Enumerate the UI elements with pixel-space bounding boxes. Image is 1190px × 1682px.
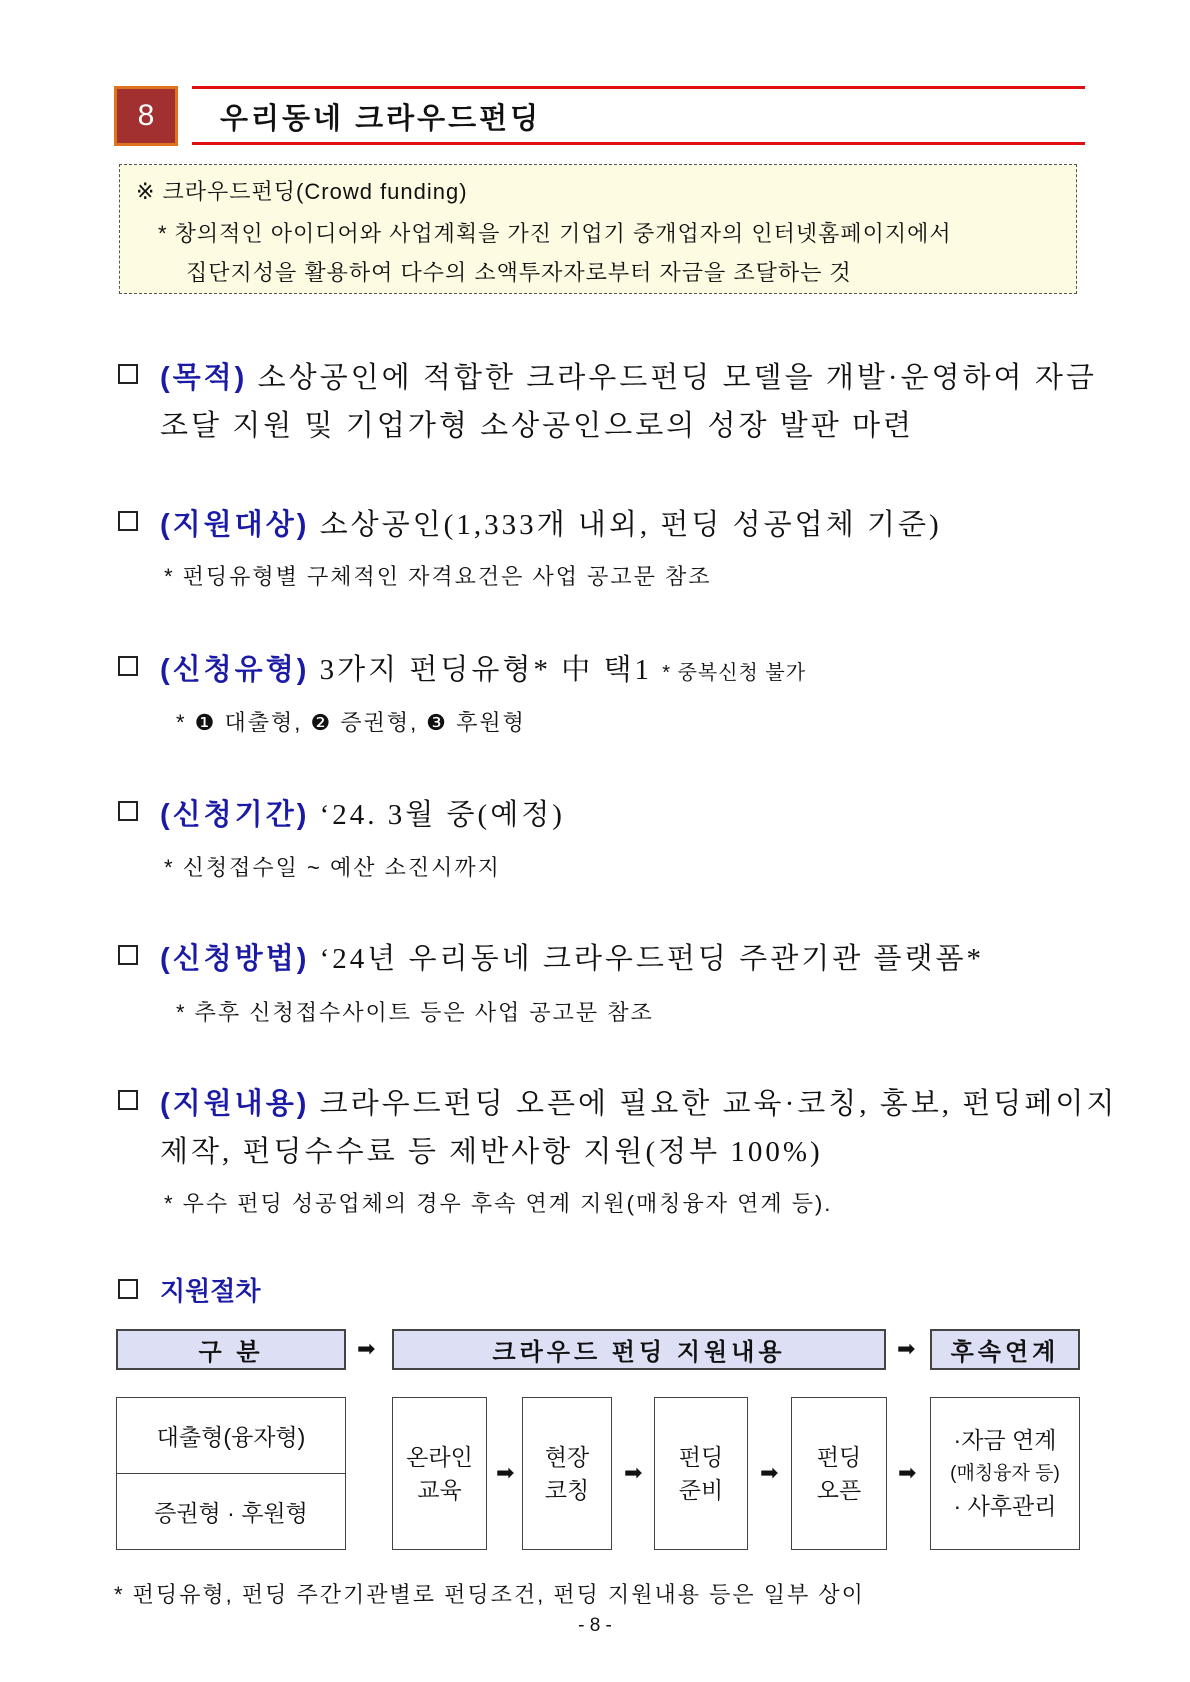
note-title: ※ 크라우드펀딩(Crowd funding) [136,179,468,204]
target-label: (지원대상) [160,509,310,541]
arrow-right-icon: ➡ [898,1460,917,1485]
type-label: (신청유형) [160,654,310,686]
step-online-education [392,1397,487,1550]
content-text: 크라우드펀딩 오픈에 필요한 교육·코칭, 홍보, 펀딩페이지 [309,1088,1118,1120]
method-note: * 추후 신청접수사이트 등은 사업 공고문 참조 [176,1000,654,1025]
followup-box [930,1397,1080,1550]
note-line-1: * 창의적인 아이디어와 사업계획을 가진 기업기 중개업자의 인터넷홈페이지에서 [158,221,952,246]
method-line [160,936,984,977]
step-label-line: 교육 [417,1476,462,1503]
content-label: (지원내용) [160,1088,310,1120]
header-top-rule [192,86,1085,89]
step-label-line: 온라인 [406,1443,473,1470]
type-loan: 대출형(융자형) [117,1398,345,1474]
period-label: (신청기간) [160,799,310,831]
arrow-right-icon: ➡ [496,1460,515,1485]
purpose-label: (목적) [160,362,248,394]
step-label-line: 펀딩 [678,1443,724,1470]
arrow-right-icon: ➡ [897,1336,916,1361]
period-note: * 신청접수일 ~ 예산 소진시까지 [164,855,501,880]
procedure-header-followup: 후속연계 [930,1329,1080,1370]
note-line-2: 집단지성을 활용하여 다수의 소액투자자로부터 자금을 조달하는 것 [186,260,852,285]
page-number: - 8 - [578,1615,612,1636]
step-label-line: 코칭 [544,1476,590,1503]
period-text: ‘24. 3월 중(예정) [309,799,565,831]
type-inline-note: * 중복신청 불가 [662,662,807,684]
method-label: (신청방법) [160,943,310,975]
checkbox-type [118,656,138,676]
procedure-header-support: 크라우드 펀딩 지원내용 [392,1329,886,1370]
followup-line: (매칭융자 등) [950,1463,1060,1484]
type-note: * ❶ 대출형, ❷ 증권형, ❸ 후원형 [176,710,526,735]
checkbox-target [118,511,138,531]
followup-line: ·자금 연계 [953,1427,1057,1453]
step-label-line: 현장 [544,1443,590,1470]
checkbox-purpose [118,364,138,384]
procedure-header-category: 구 분 [116,1329,346,1370]
checkbox-method [118,945,138,965]
checkbox-period [118,801,138,821]
step-label-line: 준비 [678,1476,724,1503]
step-label-line: 펀딩 [816,1443,862,1470]
target-note: * 펀딩유형별 구체적인 자격요건은 사업 공고문 참조 [164,564,712,589]
target-line [160,502,942,543]
step-label-line: 오픈 [816,1476,862,1503]
purpose-line-2: 조달 지원 및 기업가형 소상공인으로의 성장 발판 마련 [160,410,915,442]
followup-line: · 사후관리 [953,1493,1057,1519]
content-line-2: 제작, 펀딩수수료 등 제반사항 지원(정부 100%) [160,1136,823,1168]
checkbox-procedure [118,1279,138,1299]
arrow-right-icon: ➡ [760,1460,779,1485]
content-note: * 우수 펀딩 성공업체의 경우 후속 연계 지원(매칭융자 연계 등). [164,1191,833,1216]
checkbox-content [118,1090,138,1110]
section-number: 8 [114,86,178,146]
purpose-line-1 [160,355,1097,396]
arrow-right-icon: ➡ [624,1460,643,1485]
funding-types-box [116,1397,346,1550]
step-funding-open [791,1397,887,1550]
procedure-label: 지원절차 [160,1276,261,1306]
method-text: ‘24년 우리동네 크라우드펀딩 주관기관 플랫폼* [309,943,985,975]
procedure-footnote: * 펀딩유형, 펀딩 주간기관별로 펀딩조건, 펀딩 지원내용 등은 일부 상이 [114,1582,865,1607]
type-line [160,647,806,688]
purpose-text: 소상공인에 적합한 크라우드펀딩 모델을 개발·운영하여 자금 [247,362,1097,394]
step-field-coaching [522,1397,612,1550]
arrow-right-icon: ➡ [357,1336,376,1361]
section-title: 우리동네 크라우드펀딩 [220,103,542,135]
type-equity-donation: 증권형 · 후원형 [154,1500,308,1526]
period-line [160,792,565,833]
header-bottom-rule [192,142,1085,145]
type-text: 3가지 펀딩유형* 中 택1 [309,654,663,686]
content-line-1 [160,1081,1117,1122]
target-text: 소상공인(1,333개 내외, 펀딩 성공업체 기준) [309,509,942,541]
step-funding-prep [654,1397,748,1550]
